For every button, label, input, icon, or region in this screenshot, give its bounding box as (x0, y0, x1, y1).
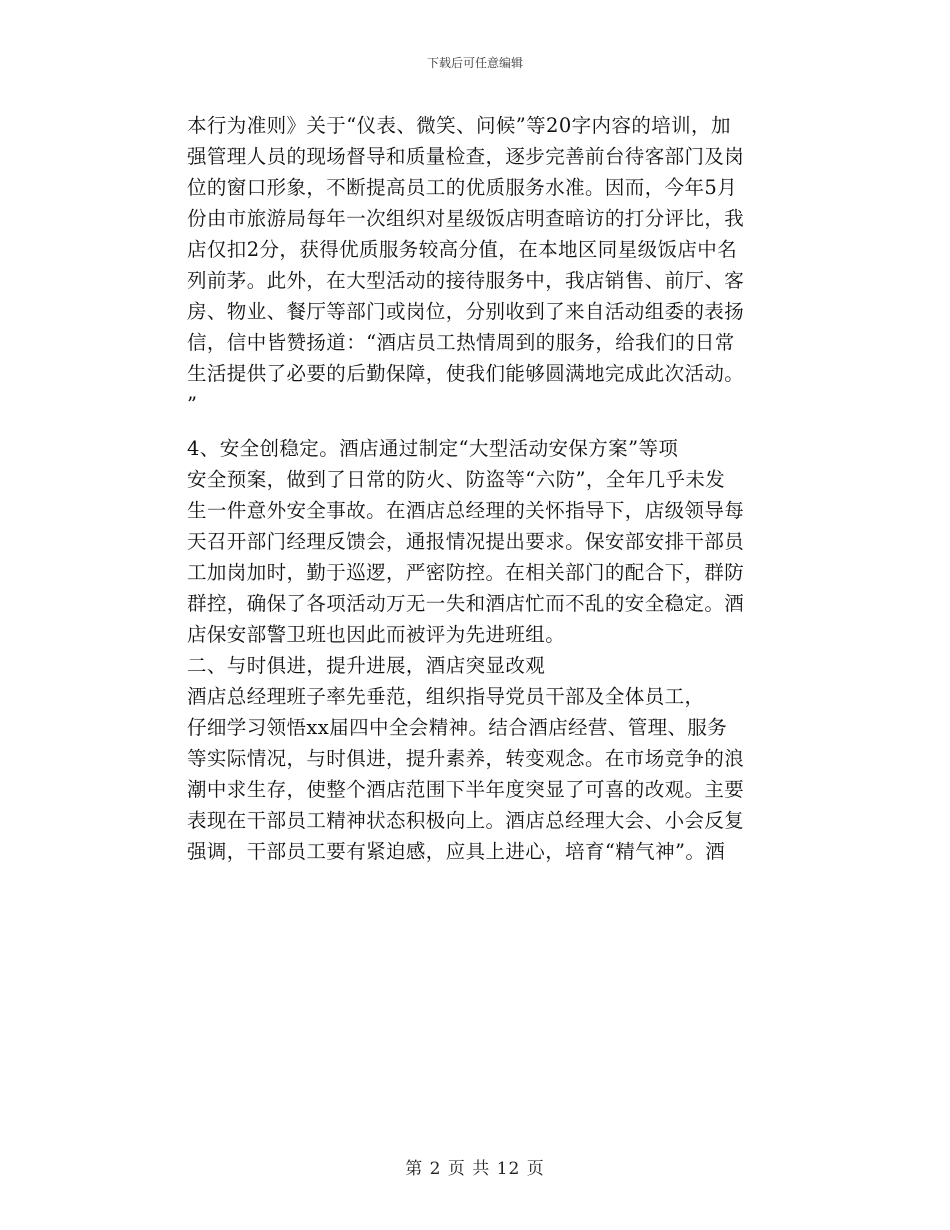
text-line: 酒店总经理班子率先垂范，组织指导党员干部及全体员工， (187, 685, 705, 708)
text-line: 等实际情况，与时俱进，提升素养，转变观念。在市场竞争的浪 (187, 747, 745, 770)
text-line: 本行为准则》关于“仪表、微笑、问候”等20字内容的培训，加 (187, 114, 731, 137)
text-line: 信，信中皆赞扬道：“酒店员工热情周到的服务，给我们的日常 (187, 331, 735, 354)
text-line: 店仅扣2分，获得优质服务较高分值，在本地区同星级饭店中名 (187, 238, 738, 261)
text-line: 店保安部警卫班也因此而被评为先进班组。 (187, 623, 566, 646)
text-line: 生活提供了必要的后勤保障，使我们能够圆满地完成此次活动。 (187, 362, 745, 385)
text-line: ” (187, 393, 198, 416)
page-footer: 第 2 页 共 12 页 (405, 1159, 545, 1179)
text-line: 强调，干部员工要有紧迫感，应具上进心，培育“精气神”。酒 (187, 840, 726, 863)
text-line: 安全预案，做到了日常的防火、防盗等“六防”，全年几乎未发 (187, 468, 726, 491)
text-line: 生一件意外安全事故。在酒店总经理的关怀指导下，店级领导每 (187, 499, 745, 522)
text-line: 天召开部门经理反馈会，通报情况提出要求。保安部安排干部员 (187, 530, 745, 553)
document-body (187, 110, 807, 867)
text-line: 位的窗口形象，不断提高员工的优质服务水准。因而，今年5月 (187, 176, 738, 199)
text-line: 工加岗加时，勤于巡逻，严密防控。在相关部门的配合下，群防 (187, 561, 745, 584)
text-line: 4、安全创稳定。酒店通过制定“大型活动安保方案”等项 (187, 437, 679, 460)
page-header: 下载后可任意编辑 (426, 56, 523, 70)
paragraph-service-quality (187, 110, 807, 420)
paragraph-gap (187, 420, 807, 433)
text-line: 潮中求生存，使整个酒店范围下半年度突显了可喜的改观。主要 (187, 778, 745, 801)
paragraph-safety-and-progress (187, 433, 807, 867)
section-heading: 二、与时俱进，提升进展，酒店突显改观 (187, 654, 546, 677)
text-line: 仔细学习领悟xx届四中全会精神。结合酒店经营、管理、服务 (187, 716, 728, 739)
text-line: 房、物业、餐厅等部门或岗位，分别收到了来自活动组委的表扬 (187, 300, 745, 323)
text-line: 群控，确保了各项活动万无一失和酒店忙而不乱的安全稳定。酒 (187, 592, 745, 615)
text-line: 份由市旅游局每年一次组织对星级饭店明查暗访的打分评比，我 (187, 207, 745, 230)
text-line: 列前茅。此外，在大型活动的接待服务中，我店销售、前厅、客 (187, 269, 745, 292)
text-line: 强管理人员的现场督导和质量检查，逐步完善前台待客部门及岗 (187, 145, 745, 168)
text-line: 表现在干部员工精神状态积极向上。酒店总经理大会、小会反复 (187, 809, 745, 832)
